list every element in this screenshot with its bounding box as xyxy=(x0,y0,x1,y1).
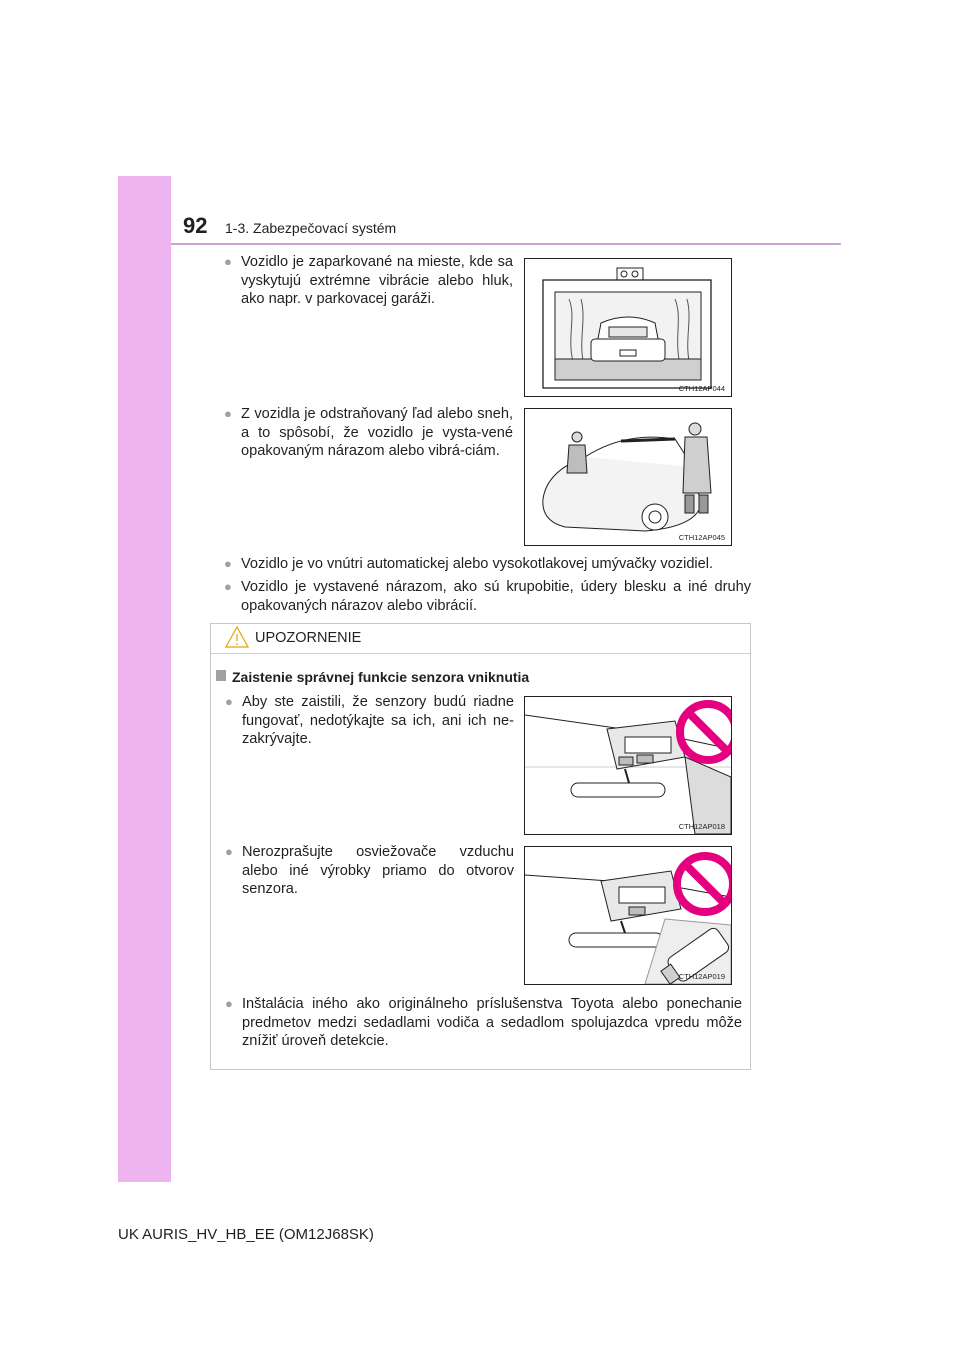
bullet-text-4: Vozidlo je vystavené nárazom, ako sú krupobitie, údery blesku a iné druhy opakovaných nárazov alebo vibrácií. xyxy=(241,579,751,614)
warning-subheading: Zaistenie správnej funkcie senzora vniknutia xyxy=(232,669,530,685)
circle-bullet-icon: ● xyxy=(224,579,232,594)
circle-bullet-icon: ● xyxy=(224,254,232,269)
section-title: 1-3. Zabezpečovací systém xyxy=(225,220,397,236)
bullet-text-2: Z vozidla je odstraňovaný ľad alebo sneh, a to spôsobí, že vozidlo je vysta-vené opakovaným nárazom alebo vibrá-ciám. xyxy=(241,406,513,459)
circle-bullet-icon: ● xyxy=(225,694,233,709)
circle-bullet-icon: ● xyxy=(224,406,232,421)
prohibited-icon xyxy=(677,856,731,912)
figure-parking-garage xyxy=(524,258,732,397)
figure-code: CTH12AP045 xyxy=(678,533,725,542)
warning-triangle-icon xyxy=(224,625,250,649)
warning-title: UPOZORNENIE xyxy=(255,630,362,646)
figure-code: CTH12AP044 xyxy=(678,384,725,393)
circle-bullet-icon: ● xyxy=(224,556,232,571)
figure-snow-removal xyxy=(524,408,732,546)
circle-bullet-icon: ● xyxy=(225,996,233,1011)
page-number: 92 xyxy=(183,213,208,238)
prohibited-icon xyxy=(680,704,731,760)
figure-sensor-spray xyxy=(524,846,732,985)
bullet-text-1: Vozidlo je zaparkované na mieste, kde sa vyskytujú extrémne vibrácie alebo hluk, ako napr. v parkovacej garáži. xyxy=(241,254,513,307)
circle-bullet-icon: ● xyxy=(225,844,233,859)
header-rule xyxy=(171,243,841,245)
figure-code: CTH12AP019 xyxy=(678,972,725,981)
footer-code: UK AURIS_HV_HB_EE (OM12J68SK) xyxy=(118,1226,374,1243)
warning-bullet-text-2: Nerozprašujte osviežovače vzduchu alebo iné výrobky priamo do otvorov senzora. xyxy=(242,844,514,897)
chapter-sidebar xyxy=(118,176,171,1182)
square-bullet-icon xyxy=(216,670,226,681)
warning-bullet-text-1: Aby ste zaistili, že senzory budú riadne fungovať, nedotýkajte sa ich, ani ich ne-zakrývajte. xyxy=(242,694,514,747)
bullet-text-3: Vozidlo je vo vnútri automatickej alebo vysokotlakovej umývačky vozidiel. xyxy=(241,556,714,572)
warning-header-rule xyxy=(210,653,750,654)
warning-bullet-text-3: Inštalácia iného ako originálneho príslušenstva Toyota alebo ponechanie predmetov medzi sedadlami vodiča a sedadlom spolujazdca vpredu môže znížiť úroveň detekcie. xyxy=(242,996,742,1049)
figure-sensor-touch xyxy=(524,696,732,835)
figure-code: CTH12AP018 xyxy=(678,822,725,831)
